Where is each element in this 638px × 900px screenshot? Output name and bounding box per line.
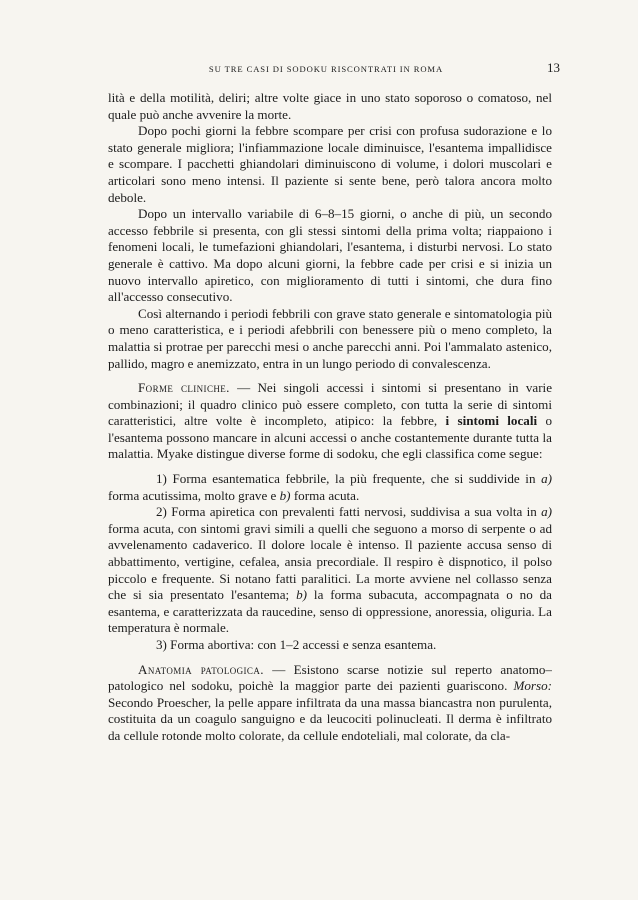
text-run: forma acutissima, molto grave e <box>108 487 280 503</box>
page-number: 13 <box>547 60 560 75</box>
section-heading: Forme cliniche. <box>138 380 230 396</box>
text-run: 2) Forma apiretica con prevalenti fatti nervosi, suddivisa a sua volta in <box>156 504 542 520</box>
section-forme-cliniche <box>108 380 552 463</box>
body-text <box>108 90 552 745</box>
paragraph: Dopo un intervallo variabile di 6–8–15 giorni, o anche di più, un secondo accesso febbrile si presenta, con gli stessi sintomi della prima volta; riappaiono i fenomeni locali, le tumefazioni ghiandolari, l'esantema, i disturbi nervosi. Lo stato generale è cattivo. Ma dopo alcuni giorni, la febbre cade per crisi e si inizia un nuovo intervallo apiretico, con miglioramento di tutti i sintomi, che dura fino all'accesso consecutivo. <box>108 206 552 305</box>
text-run: forma acuta, con sintomi gravi simili a quelli che seguono a morso di serpente o ad avvelenamento cadaverico. Il dolore locale è intenso. Il paziente accusa senso di abbattimento, vertigine, cefalea, ansia precordiale. Il respiro è dispnotico, il polso piccolo e frequente. Si notano fatti paralitici. La morte avviene nel collasso senza che si sia presentato l'esantema; <box>108 520 552 603</box>
section-heading: Anatomia patologica. <box>138 661 264 677</box>
italic-text: a) <box>541 504 552 520</box>
text-run: la forma subacuta, accompagnata o no da esantema, e caratterizzata da raucedine, senso di oppressione, anoressia, oliguria. La temperatura è normale. <box>108 587 552 636</box>
italic-text: Morso: <box>513 678 552 694</box>
list-item: 3) Forma abortiva: con 1–2 accessi e senza esantema. <box>156 637 437 652</box>
text-run: o l'esantema possono mancare in alcuni accessi o anche costantemente durante tutta la malattia. Myake distingue diverse forme di sodoku, che egli classifica come segue: <box>108 413 552 462</box>
paragraph: lità e della motilità, deliri; altre volte giace in uno stato soporoso o comatoso, nel quale può anche avvenire la morte. <box>108 90 552 122</box>
text-run: — Nei singoli accessi i sintomi si presentano in varie combinazioni; il quadro clinico può essere completo, con tutta la serie di sintomi caratteristici, altre volte è incompleto, atipico: la febbre, <box>108 380 553 429</box>
list-item <box>108 504 552 637</box>
text-run: forma acuta. <box>290 487 360 503</box>
running-title: SU TRE CASI DI SODOKU RISCONTRATI IN ROMA <box>208 64 444 74</box>
bold-text: i sintomi locali <box>445 413 538 429</box>
list-item <box>108 471 552 504</box>
italic-text: b) <box>279 487 291 503</box>
section-anatomia-patologica <box>108 662 552 745</box>
italic-text: b) <box>296 587 308 603</box>
text-run: Secondo Proescher, la pelle appare infiltrata da una massa biancastra non purulenta, costituita da un coagulo sanguigno e da leucociti polinucleati. Il derma è infiltrato da cellule rotonde molto colorate, da cellule endoteliali, mal colorate, da cla- <box>108 694 552 743</box>
paragraph: Dopo pochi giorni la febbre scompare per crisi con profusa sudorazione e lo stato generale migliora; l'infiammazione locale diminuisce, l'esantema impallidisce e scompare. I pacchetti ghiandolari diminuiscono di volume, i dolori muscolari e articolari sono meno intensi. Il paziente si sente bene, però talora ancora molto debole. <box>108 123 552 205</box>
text-run: 1) Forma esantematica febbrile, la più frequente, che si suddivide in <box>156 471 542 487</box>
paragraph: Così alternando i periodi febbrili con grave stato generale e sintomatologia più o meno caratteristica, e i periodi afebbrili con benessere più o meno completo, la malattia si protrae per parecchi mesi o anche parecchi anni. Poi l'ammalato astenico, pallido, magro e anemizzato, entra in un lungo periodo di convalescenza. <box>108 305 552 371</box>
italic-text: a) <box>541 471 552 487</box>
text-run: — Esistono scarse notizie sul reperto anatomo–patologico nel sodoku, poichè la maggior parte dei pazienti guariscono. <box>108 661 552 694</box>
